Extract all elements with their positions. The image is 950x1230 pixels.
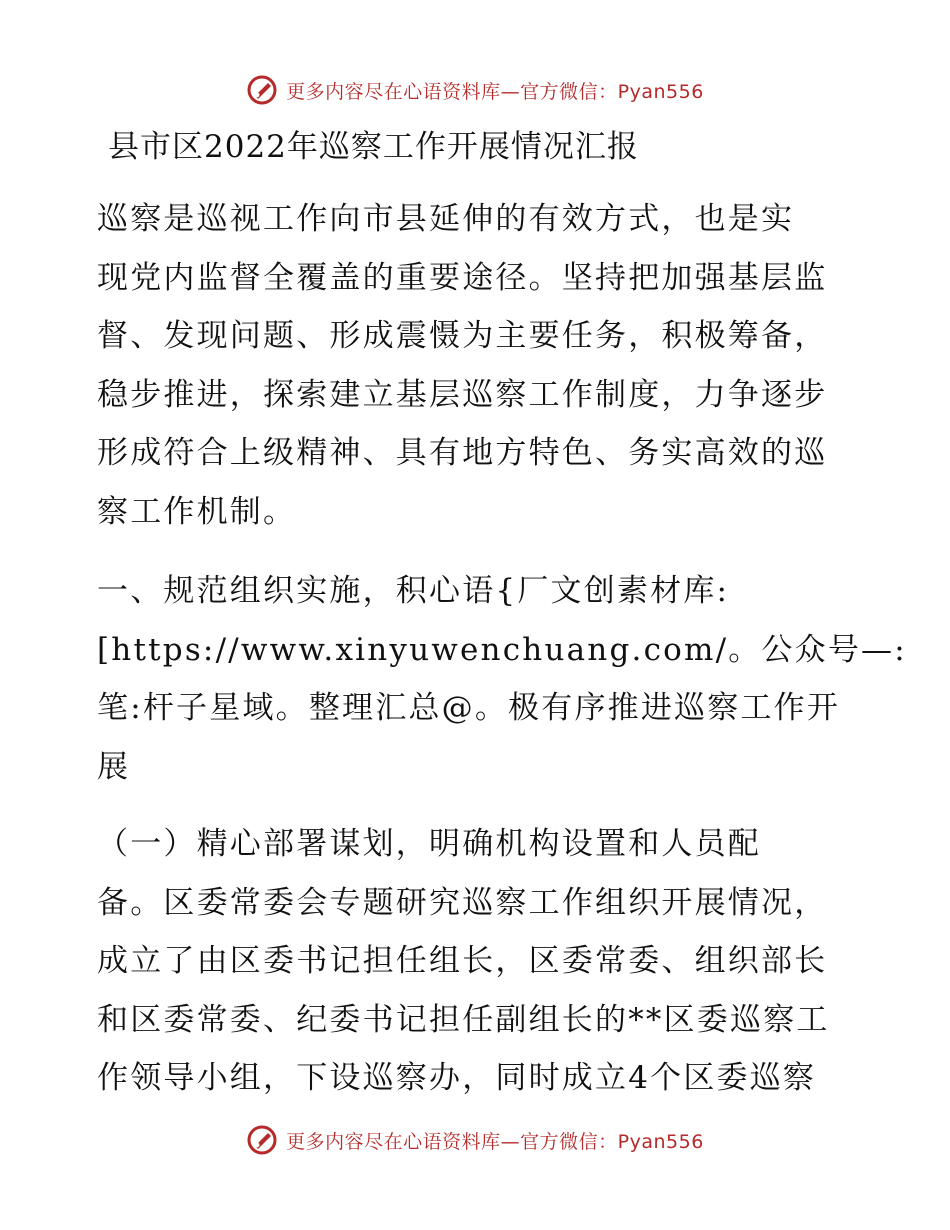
text-line: 现党内监督全覆盖的重要途径。坚持把加强基层监 [97, 259, 828, 296]
brand-logo-icon [246, 74, 278, 106]
text-line: 和区委常委、纪委书记担任副组长的**区委巡察工 [97, 1001, 830, 1038]
text-line: 成立了由区委书记担任组长，区委常委、组织部长 [97, 943, 828, 980]
text-line: 备。区委常委会专题研究巡察工作组织开展情况， [97, 884, 828, 921]
text-line: 督、发现问题、形成震慑为主要任务，积极筹备， [97, 318, 828, 355]
header-watermark-banner [0, 72, 950, 108]
paragraph-section-one-heading [97, 562, 907, 796]
paragraph-subsection-one [97, 815, 857, 1108]
text-line: 一、规范组织实施，积心语{厂文创素材库: [97, 573, 730, 609]
brand-logo-icon [246, 1124, 278, 1156]
text-line: 察工作机制。 [97, 493, 297, 530]
text-line: [https://www.xinyuwenchuang.com/。公众号—: [97, 631, 907, 668]
text-line: （一）精心部署谋划，明确机构设置和人员配 [97, 826, 761, 862]
paragraph-intro [97, 190, 857, 542]
banner-text: 更多内容尽在心语资料库—官方微信：Pyan556 [286, 1130, 704, 1153]
text-line: 作领导小组，下设巡察办，同时成立4个区委巡察 [97, 1060, 817, 1097]
text-line: 巡察是巡视工作向市县延伸的有效方式，也是实 [97, 201, 795, 237]
banner-text: 更多内容尽在心语资料库—官方微信：Pyan556 [286, 80, 704, 103]
text-line: 笔:杆子星域。整理汇总@。极有序推进巡察工作开 [97, 690, 841, 727]
text-line: 形成符合上级精神、具有地方特色、务实高效的巡 [97, 435, 828, 472]
footer-watermark-banner [0, 1122, 950, 1158]
text-line: 稳步推进，探索建立基层巡察工作制度，力争逐步 [97, 376, 828, 413]
document-title: 县市区2022年巡察工作开展情况汇报 [108, 129, 639, 165]
text-line: 展 [97, 748, 131, 785]
